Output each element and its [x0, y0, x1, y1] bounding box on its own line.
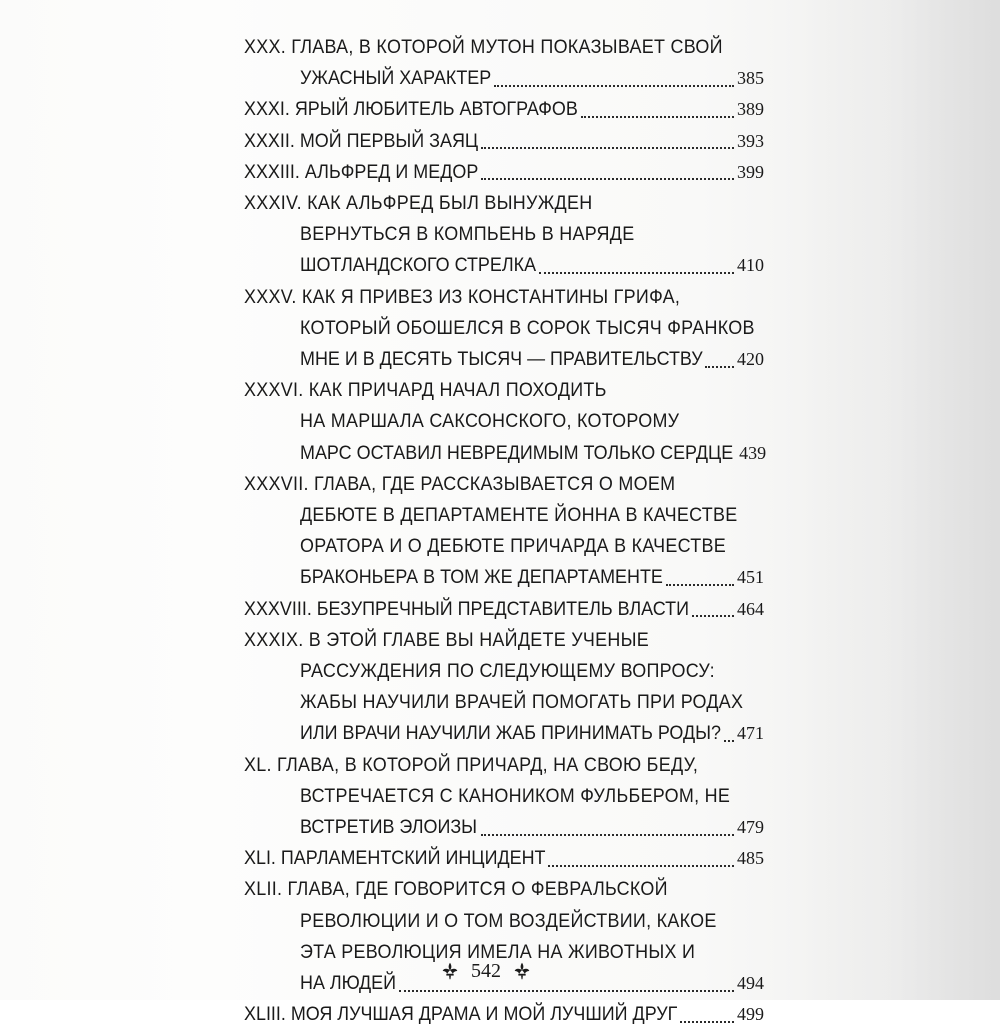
page-footer	[424, 956, 548, 986]
toc-entry	[300, 562, 764, 592]
toc-entry-title: XXXVIII. БЕЗУПРЕЧНЫЙ ПРЕДСТАВИТЕЛЬ ВЛАСТИ	[244, 597, 689, 620]
toc-entry	[244, 843, 764, 873]
toc-entry-title: ИЛИ ВРАЧИ НАУЧИЛИ ЖАБ ПРИНИМАТЬ РОДЫ?	[300, 722, 721, 745]
toc-page-number: 485	[737, 848, 764, 869]
toc-page-number: 451	[737, 567, 764, 588]
toc-entry-line: XXX. ГЛАВА, В КОТОРОЙ МУТОН ПОКАЗЫВАЕТ СВОЙ	[244, 36, 723, 58]
dot-leader	[548, 864, 734, 867]
toc-entry	[300, 812, 764, 842]
dot-leader	[724, 739, 734, 742]
toc-page-number: 420	[737, 349, 764, 369]
dot-leader	[692, 614, 734, 617]
toc-page-number: 385	[737, 68, 764, 89]
toc-entry-title: ВСТРЕТИВ ЭЛОИЗЫ	[300, 816, 478, 838]
toc-entry	[300, 63, 764, 93]
page-curve-shadow	[800, 0, 1000, 1000]
toc-entry-title: XXXI. ЯРЫЙ ЛЮБИТЕЛЬ АВТОГРАФОВ	[244, 98, 578, 121]
toc-entry-line: XXXIV. КАК АЛЬФРЕД БЫЛ ВЫНУЖДЕН	[244, 192, 593, 214]
toc-entry	[244, 594, 764, 624]
dot-leader	[494, 84, 734, 87]
page-number: 542	[471, 959, 501, 982]
fleur-de-lis-icon	[511, 960, 533, 982]
toc-page-number: 471	[737, 723, 764, 744]
toc-entry-title: XXXII. МОЙ ПЕРВЫЙ ЗАЯЦ	[244, 129, 479, 152]
toc-entry	[300, 250, 764, 280]
toc-entry-title: XLI. ПАРЛАМЕНТСКИЙ ИНЦИДЕНТ	[244, 847, 546, 870]
toc-page-number: 410	[737, 255, 764, 276]
dot-leader	[399, 989, 734, 992]
toc-entry-title: XLIII. МОЯ ЛУЧШАЯ ДРАМА И МОЙ ЛУЧШИЙ ДРУГ	[244, 1003, 678, 1026]
toc-entry-line: XXXVII. ГЛАВА, ГДЕ РАССКАЗЫВАЕТСЯ О МОЕМ	[244, 472, 676, 495]
toc-entry-line: XXXV. КАК Я ПРИВЕЗ ИЗ КОНСТАНТИНЫ ГРИФА,	[244, 285, 681, 308]
toc-entry	[244, 94, 764, 124]
toc-entry-line: РЕВОЛЮЦИИ И О ТОМ ВОЗДЕЙСТВИИ, КАКОЕ	[300, 909, 717, 932]
toc-entry-line: ДЕБЮТЕ В ДЕПАРТАМЕНТЕ ЙОННА В КАЧЕСТВЕ	[300, 504, 738, 526]
toc-page-number: 399	[737, 161, 764, 182]
toc-entry-line: КОТОРЫЙ ОБОШЕЛСЯ В СОРОК ТЫСЯЧ ФРАНКОВ	[300, 316, 755, 339]
toc-page-number: 393	[737, 130, 764, 151]
dot-leader	[481, 833, 734, 836]
toc-page-number: 464	[737, 598, 764, 619]
toc-page-number: 389	[737, 99, 764, 120]
toc-page-number: 494	[737, 973, 764, 993]
toc-entry-title: ШОТЛАНДСКОГО СТРЕЛКА	[300, 254, 537, 277]
toc-entry-line: РАССУЖДЕНИЯ ПО СЛЕДУЮЩЕМУ ВОПРОСУ:	[300, 660, 715, 682]
dot-leader	[581, 115, 734, 118]
toc-entry-line: XXXVI. КАК ПРИЧАРД НАЧАЛ ПОХОДИТЬ	[244, 379, 607, 402]
toc-entry-line: ОРАТОРА И О ДЕБЮТЕ ПРИЧАРДА В КАЧЕСТВЕ	[300, 535, 727, 558]
toc-entry-line: ЭТА РЕВОЛЮЦИЯ ИМЕЛА НА ЖИВОТНЫХ И	[300, 940, 696, 963]
toc-entry	[244, 126, 764, 156]
toc-entry-title: БРАКОНЬЕРА В ТОМ ЖЕ ДЕПАРТАМЕНТЕ	[300, 566, 663, 589]
dot-leader	[705, 365, 734, 368]
dot-leader	[666, 583, 734, 586]
dot-leader	[481, 146, 734, 149]
toc-entry-title: МНЕ И В ДЕСЯТЬ ТЫСЯЧ — ПРАВИТЕЛЬСТВУ	[300, 348, 703, 370]
toc-entry-title: МАРС ОСТАВИЛ НЕВРЕДИМЫМ ТОЛЬКО СЕРДЦЕ	[300, 441, 734, 464]
toc-entry	[300, 718, 764, 748]
toc-entry-line: XLII. ГЛАВА, ГДЕ ГОВОРИТСЯ О ФЕВРАЛЬСКОЙ	[244, 878, 668, 901]
toc-entry	[244, 157, 764, 187]
toc-entry	[244, 999, 764, 1029]
dot-leader	[481, 177, 734, 180]
toc-entry-line: XXXIX. В ЭТОЙ ГЛАВЕ ВЫ НАЙДЕТЕ УЧЕНЫЕ	[244, 628, 650, 651]
dot-leader	[539, 271, 734, 274]
dot-leader	[680, 1020, 734, 1023]
toc-entry-line: НА МАРШАЛА САКСОНСКОГО, КОТОРОМУ	[300, 410, 680, 433]
toc-page-number: 439	[739, 442, 767, 463]
toc-entry-title: НА ЛЮДЕЙ	[300, 972, 397, 994]
fleur-de-lis-icon	[439, 960, 461, 982]
toc-entry-line: XL. ГЛАВА, В КОТОРОЙ ПРИЧАРД, НА СВОЮ БЕДУ,	[244, 753, 699, 776]
toc-entry-line: ВЕРНУТЬСЯ В КОМПЬЕНЬ В НАРЯДЕ	[300, 223, 635, 246]
toc-entry-line: ЖАБЫ НАУЧИЛИ ВРАЧЕЙ ПОМОГАТЬ ПРИ РОДАХ	[300, 691, 744, 714]
toc-entry-title: XXXIII. АЛЬФРЕД И МЕДОР	[244, 160, 479, 183]
toc-entry	[300, 438, 767, 468]
toc-entry-title: УЖАСНЫЙ ХАРАКТЕР	[300, 67, 492, 90]
toc-page-number: 499	[737, 1004, 764, 1025]
toc-entry-line: ВСТРЕЧАЕТСЯ С КАНОНИКОМ ФУЛЬБЕРОМ, НЕ	[300, 784, 731, 807]
toc-entry	[300, 344, 764, 374]
toc-page-number: 479	[737, 817, 764, 837]
